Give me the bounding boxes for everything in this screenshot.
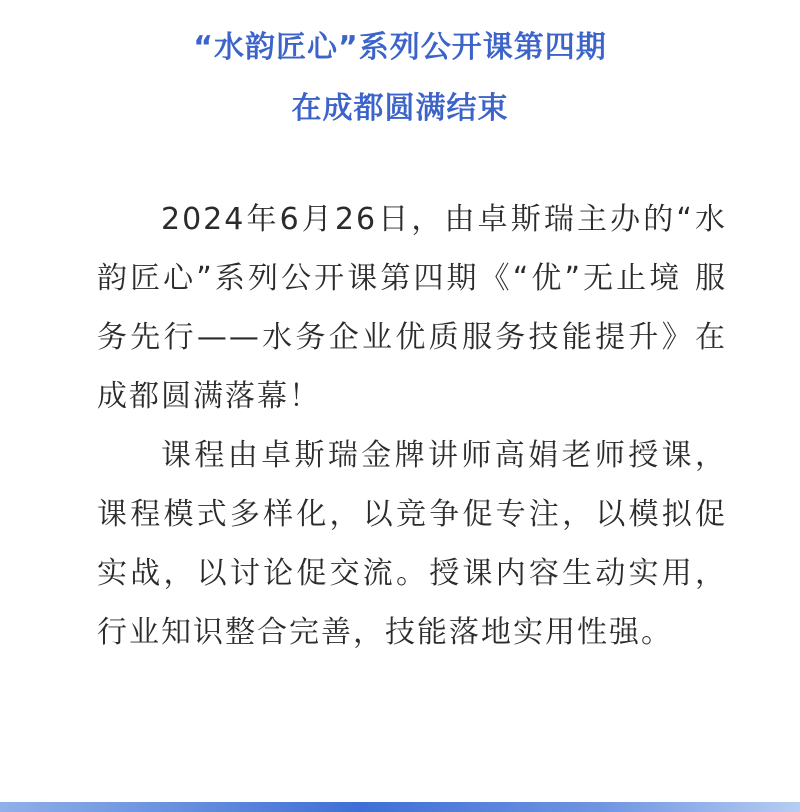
headline-line-1: “水韵匠心”系列公开课第四期 <box>193 30 607 65</box>
headline-line-2: 在成都圆满结束 <box>291 91 509 126</box>
article-body <box>97 190 727 662</box>
footer-decorative-bar <box>0 802 800 812</box>
paragraph-course-details: 课程由卓斯瑞金牌讲师高娟老师授课，课程模式多样化，以竞争促专注，以模拟促实战，以讨论促交流。授课内容生动实用，行业知识整合完善，技能落地实用性强。 <box>97 438 727 650</box>
paragraph-event-summary: 2024年6月26日，由卓斯瑞主办的“水韵匠心”系列公开课第四期《“优”无止境 服务先行——水务企业优质服务技能提升》在成都圆满落幕！ <box>97 202 727 414</box>
